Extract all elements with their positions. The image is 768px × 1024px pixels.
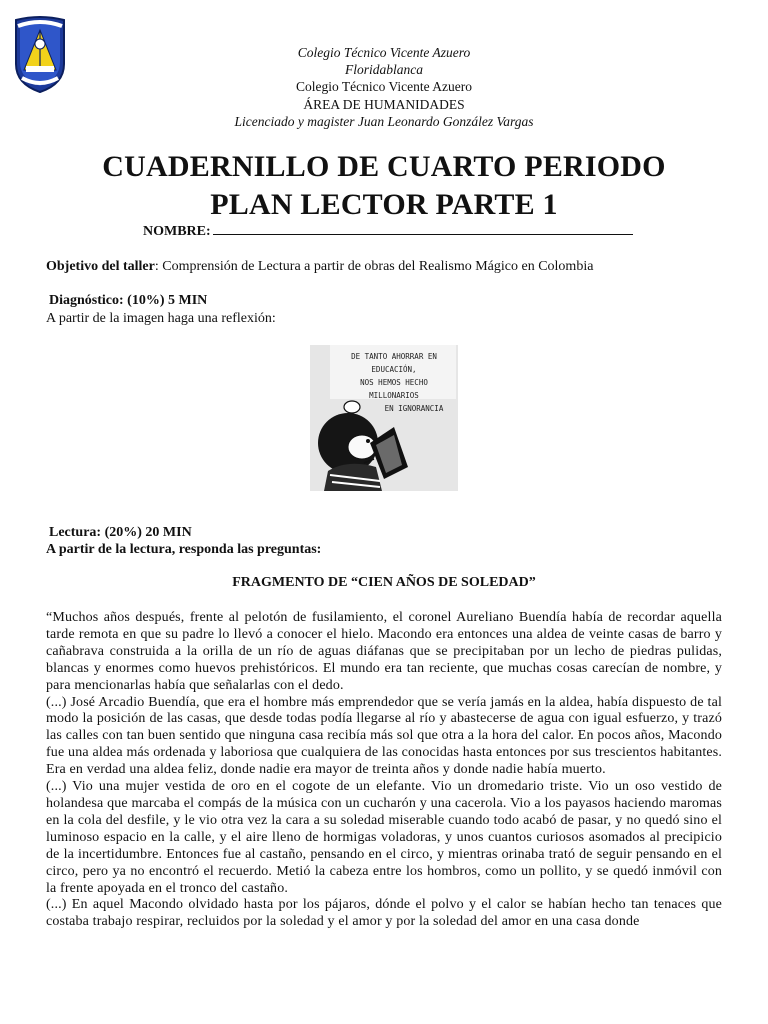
reading-paragraph-1: “Muchos años después, frente al pelotón de fusilamiento, el coronel Aureliano Buendía había de recordar aquella tarde remota en que su padre lo llevó a conocer el hielo. Macondo era entonces una aldea de veinte casas de barro y cañabrava construida a la orilla de un río de aguas diáfanas que se precipitaban por un lecho de piedras pulidas, blancas y enormes como huevos prehistóricos. El mundo era tan reciente, que muchas cosas carecían de nombre, y para mencionarlas había que señalarlas con el dedo. xyxy=(46,610,722,693)
caption-line-2: NOS HEMOS HECHO MILLONARIOS xyxy=(360,378,428,400)
cartoon-caption xyxy=(334,350,454,415)
fragment-title: FRAGMENTO DE “CIEN AÑOS DE SOLEDAD” xyxy=(232,575,536,590)
reading-paragraph-2: (...) José Arcadio Buendía, que era el hombre más emprendedor que se vería jamás en la aldea, había dispuesto de tal modo la posición de las casas, que desde todas podía llegarse al río y abastecerse de agua con igual esfuerzo, y trazó las calles con tan buen sentido que ninguna casa recibía más sol que otra a la hora del calor. En pocos años, Macondo fue una aldea más ordenada y laboriosa que cualquiera de las conocidas hasta entonces por sus trescientos habitantes. Era en verdad una aldea feliz, donde nadie era mayor de treinta años y donde nadie había muerto. xyxy=(46,694,722,778)
city: Floridablanca xyxy=(345,62,423,78)
reading-paragraph-4: (...) En aquel Macondo olvidado hasta por los pájaros, dónde el polvo y el calor se habían hecho tan tenaces que costaba trabajo respirar, recluidos por la soledad y el amor y por la soledad del amor en una casa donde xyxy=(46,897,722,930)
caption-line-1: DE TANTO AHORRAR EN EDUCACIÓN, xyxy=(351,352,437,374)
title-line-1: CUADERNILLO DE CUARTO PERIODO xyxy=(102,150,666,183)
diagnostic-instruction: A partir de la imagen haga una reflexión: xyxy=(46,311,276,326)
school-name: Colegio Técnico Vicente Azuero xyxy=(297,45,471,60)
objective-label: Objetivo del taller xyxy=(46,259,155,274)
objective xyxy=(46,258,593,275)
title-line-2: PLAN LECTOR PARTE 1 xyxy=(210,188,558,221)
name-field[interactable] xyxy=(143,224,633,240)
name-blank-line[interactable] xyxy=(213,224,633,235)
objective-text: : Comprensión de Lectura a partir de obras del Realismo Mágico en Colombia xyxy=(154,259,594,274)
name-label: NOMBRE: xyxy=(143,224,211,239)
area-name: ÁREA DE HUMANIDADES xyxy=(303,96,465,112)
school-name-repeat: Colegio Técnico Vicente Azuero xyxy=(295,79,472,95)
reading-instruction: A partir de la lectura, responda las preguntas: xyxy=(46,542,322,557)
teacher-name: Licenciado y magister Juan Leonardo González Vargas xyxy=(234,113,534,129)
page-title xyxy=(0,148,768,224)
caption-line-3: EN IGNORANCIA xyxy=(384,404,444,413)
mafalda-cartoon-image xyxy=(310,345,458,491)
reading-label: Lectura: (20%) 20 MIN xyxy=(49,525,192,540)
reading-text xyxy=(46,610,722,931)
diagnostic-label: Diagnóstico: (10%) 5 MIN xyxy=(49,293,208,308)
reading-paragraph-3: (...) Vio una mujer vestida de oro en el cogote de un elefante. Vio un dromedario triste. Vio un oso vestido de holandesa que marcaba el compás de la música con un cucharón y una cacerola. Vio a los payasos haciendo maromas en la cola del desfile, y le vio otra vez la cara a su soledad miserable cuando todo acabó de pasar, y no quedó sino el luminoso espacio en la calle, y el aire lleno de hormigas voladoras, y unos cuantos curiosos asomados al precipicio de la incertidumbre. Entonces fue al castaño, pensando en el circo, y mientras orinaba trató de seguir pensando en el circo, pero ya no encontró el recuerdo. Metió la cabeza entre los hombros, como un pollito, y se quedó inmóvil con la frente apoyada en el tronco del castaño. xyxy=(46,779,722,896)
school-header xyxy=(0,44,768,130)
